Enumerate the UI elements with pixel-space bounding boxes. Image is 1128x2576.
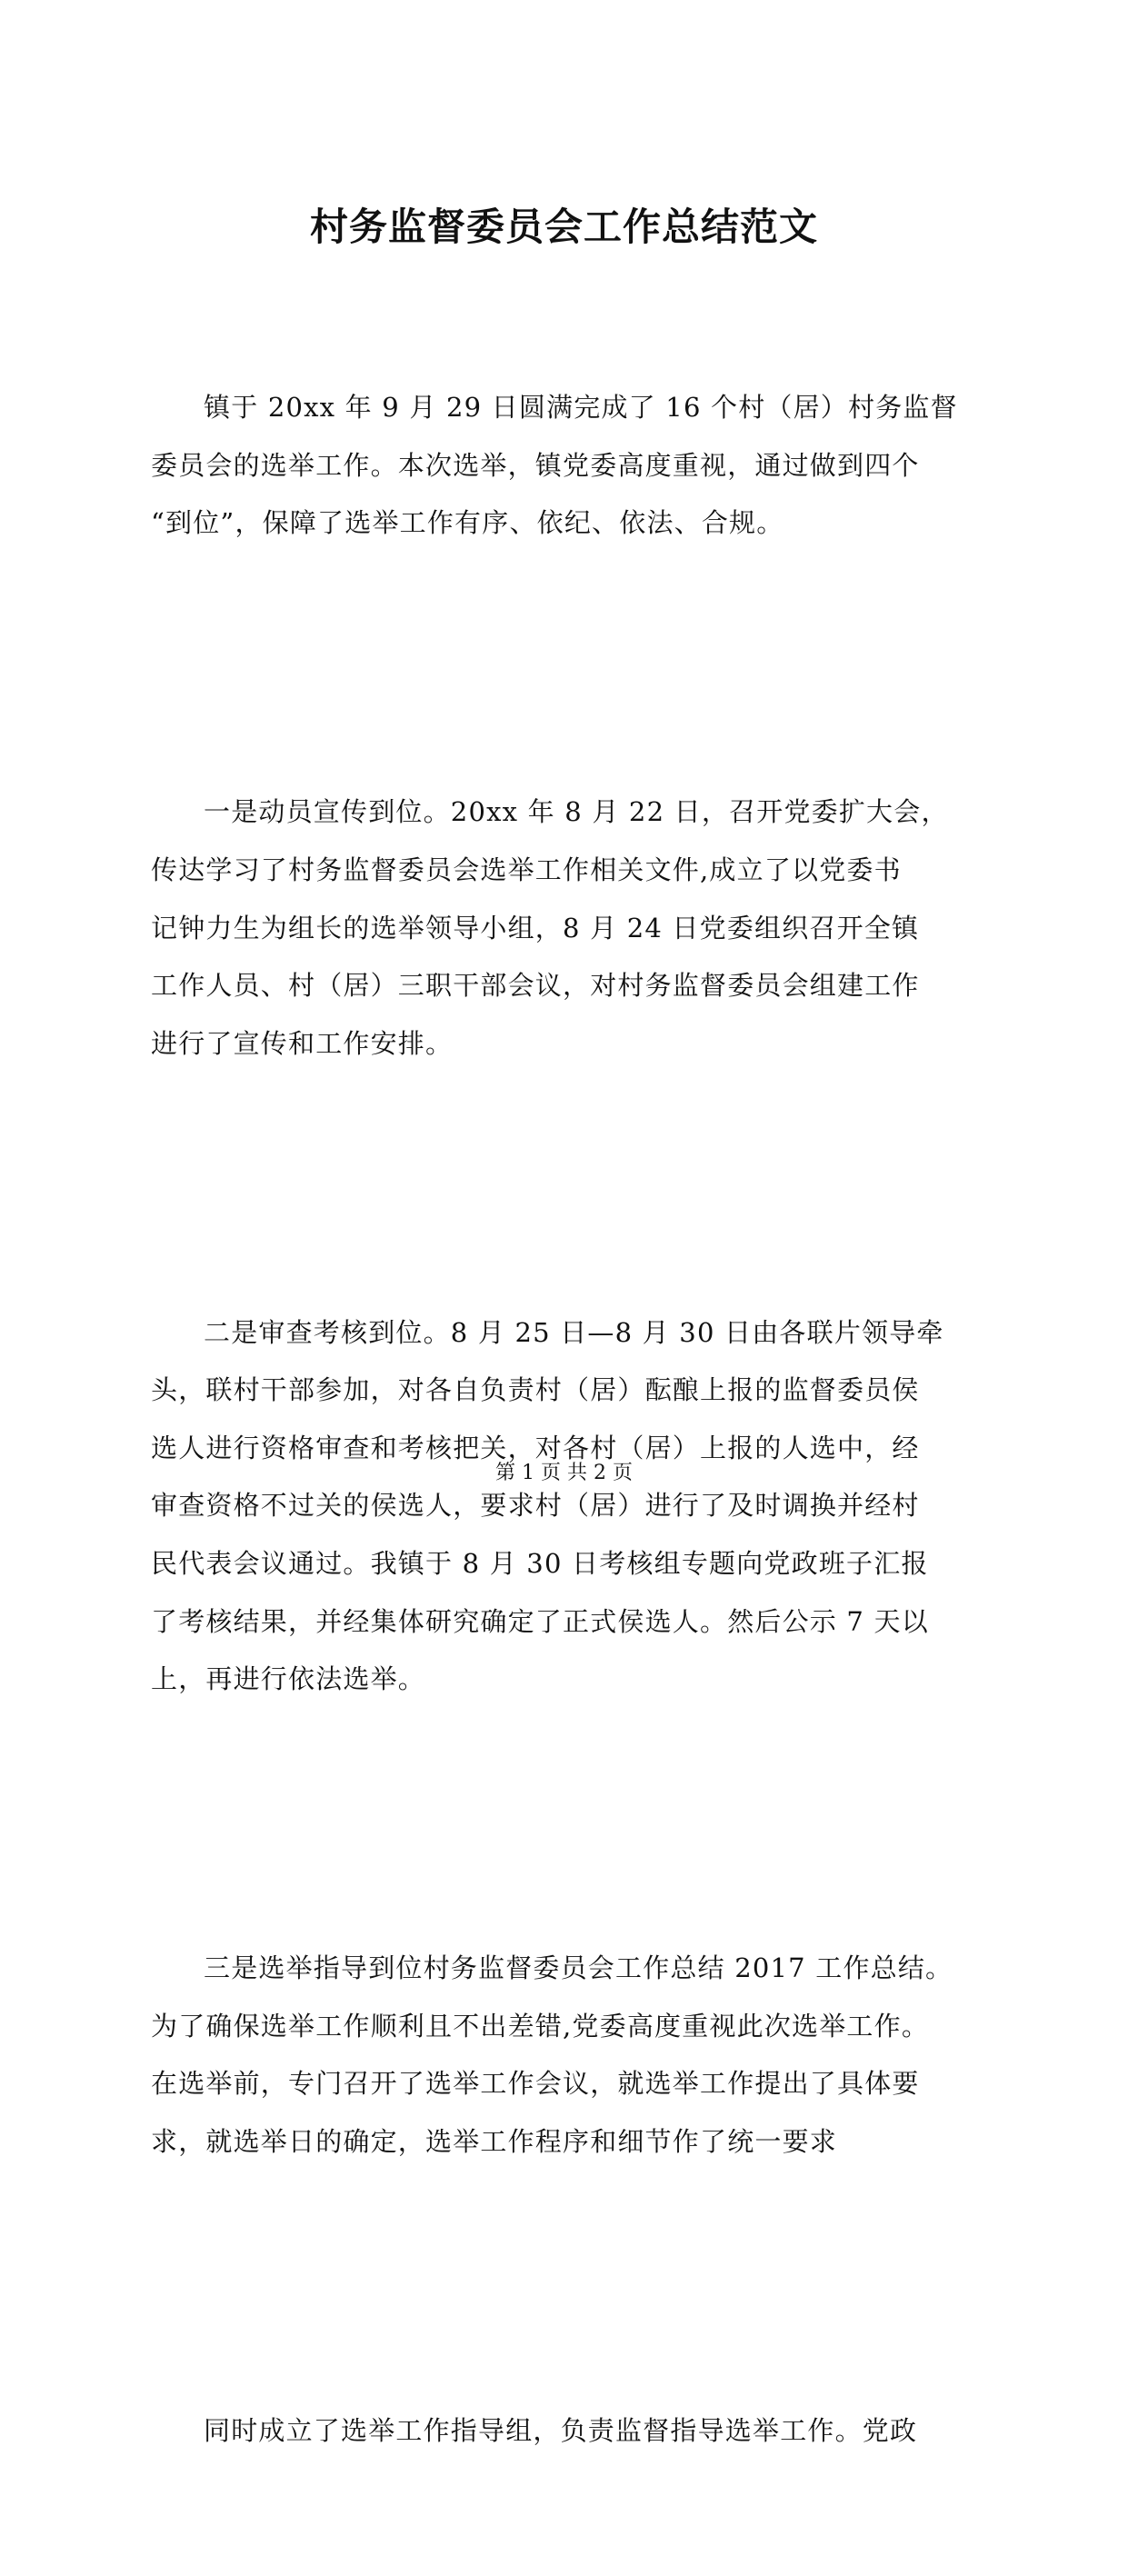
- document-body: [151, 264, 982, 2576]
- paragraph-line: 一是动员宣传到位。20xx 年 8 月 22 日，召开党委扩大会，: [204, 796, 949, 828]
- paragraph-line: 委员会的选举工作。本次选举，镇党委高度重视，通过做到四个: [151, 449, 920, 481]
- paragraph-line: 三是选举指导到位村务监督委员会工作总结 2017 工作总结。: [204, 1952, 953, 1984]
- paragraph-line: 二是审查考核到位。8 月 25 日—8 月 30 日由各联片领导牵: [204, 1316, 944, 1348]
- paragraph-group: [151, 2287, 982, 2576]
- paragraph-mobilization: [151, 668, 982, 1188]
- page-footer: 第 1 页 共 2 页: [495, 1462, 633, 1484]
- paragraph-line: 传达学习了村务监督委员会选举工作相关文件,成立了以党委书: [151, 854, 902, 885]
- paragraph-line: 求，就选举日的确定，选举工作程序和细节作了统一要求: [151, 2126, 838, 2157]
- paragraph-line: 选人进行资格审查和考核把关，对各村（居）上报的人选中，经: [151, 1432, 920, 1463]
- paragraph-line: 同时成立了选举工作指导组，负责监督指导选举工作。党政: [204, 2414, 918, 2446]
- paragraph-line: “到位”，保障了选举工作有序、依纪、依法、合规。: [151, 507, 784, 539]
- paragraph-line: 记钟力生为组长的选举领导小组，8 月 24 日党委组织召开全镇: [151, 912, 920, 944]
- paragraph-line: 上，再进行依法选举。: [151, 1663, 426, 1695]
- paragraph-line: 审查资格不过关的侯选人，要求村（居）进行了及时调换并经村: [151, 1490, 920, 1522]
- paragraph-line: 在选举前，专门召开了选举工作会议，就选举工作提出了具体要: [151, 2068, 920, 2100]
- document-title: 村务监督委员会工作总结范文: [309, 205, 818, 249]
- paragraph-line: 为了确保选举工作顺利且不出差错,党委高度重视此次选举工作。: [151, 2010, 930, 2042]
- paragraph-line: 了考核结果，并经集体研究确定了正式侯选人。然后公示 7 天以: [151, 1605, 929, 1637]
- paragraph-line: 工作人员、村（居）三职干部会议，对村务监督委员会组建工作: [151, 970, 920, 1002]
- paragraph-line: 头，联村干部参加，对各自负责村（居）酝酿上报的监督委员侯: [151, 1374, 920, 1406]
- paragraph-line: 镇于 20xx 年 9 月 29 日圆满完成了 16 个村（居）村务监督: [204, 392, 958, 424]
- paragraph-line: 进行了宣传和工作安排。: [151, 1027, 454, 1059]
- paragraph-line: 民代表会议通过。我镇于 8 月 30 日考核组专题向党政班子汇报: [151, 1548, 929, 1580]
- paragraph-intro: [151, 264, 982, 668]
- paragraph-review: [151, 1189, 982, 1825]
- paragraph-guidance: [151, 1824, 982, 2287]
